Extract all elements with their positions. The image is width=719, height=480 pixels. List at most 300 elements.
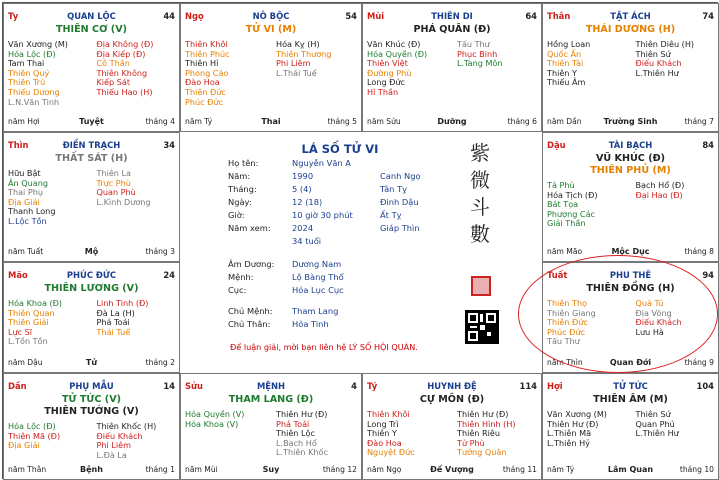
minor-stars-right [97, 40, 154, 98]
footer-phase: Suy [262, 465, 280, 474]
horoscope-chart [2, 2, 718, 479]
minor-star: Thiên Khôi [185, 39, 228, 49]
palace-header [8, 269, 175, 281]
minor-star: L.Lộc Tồn [8, 215, 47, 226]
minor-star: Thiên Khôi [367, 409, 410, 419]
minor-star: Tử Phù [457, 437, 485, 448]
minor-star: Long Trì [367, 418, 399, 429]
palace-name: QUAN LỘC [67, 11, 116, 21]
earthly-branch: Sửu [185, 381, 203, 391]
main-stars [545, 153, 716, 177]
palace-cell-thin[interactable] [3, 132, 180, 262]
minor-star: Thiên Sứ [635, 409, 671, 419]
palace-header [547, 380, 714, 392]
info-value: 10 giờ 30 phút [292, 210, 353, 220]
palace-name: TÀI BẠCH [608, 140, 653, 150]
minor-star: Phúc Đức [185, 96, 224, 107]
minor-star: Hóa Quyền (V) [185, 409, 245, 419]
minor-star: Thiên Khốc (H) [96, 421, 157, 431]
footer-year: năm Thân [8, 465, 47, 474]
palace-footer [8, 357, 175, 368]
palace-name: PHU THÊ [609, 270, 652, 280]
info-value: 34 tuổi [292, 236, 322, 246]
minor-star: Thiên Sứ [635, 48, 671, 59]
footer-month: tháng 5 [327, 117, 357, 126]
minor-star: Địa Giải [8, 196, 40, 207]
minor-star: Thiên Y [547, 67, 577, 78]
palace-header [547, 10, 714, 22]
footer-phase: Tuyệt [79, 117, 104, 126]
minor-star: Hóa Quyền (Đ) [367, 48, 428, 59]
palace-cell-tuat[interactable] [542, 262, 719, 373]
info-value: Dương Nam [292, 259, 342, 269]
minor-star: Hóa Khoa (Đ) [8, 298, 63, 308]
footer-year: năm Ngọ [367, 465, 402, 474]
info-label: Năm xem: [228, 223, 271, 233]
info-label: Âm Dương: [228, 259, 275, 269]
palace-cell-ngo[interactable] [180, 3, 362, 132]
minor-star: Hóa Tịch (Đ) [547, 189, 598, 200]
age-number: 54 [345, 11, 357, 21]
footer-month: tháng 4 [145, 117, 175, 126]
info-label: Năm: [228, 171, 251, 181]
minor-stars-right [636, 299, 682, 337]
main-star: TỬ TỨC (V) [61, 394, 122, 405]
minor-stars-left [8, 299, 62, 347]
palace-footer [185, 116, 357, 127]
minor-stars-right [276, 410, 328, 458]
palace-cell-mui[interactable] [362, 3, 542, 132]
palace-name: HUYNH ĐỆ [427, 381, 477, 391]
minor-stars-left [547, 299, 596, 347]
minor-star: Thiên Hư (Đ) [547, 418, 599, 429]
seal-text [466, 140, 494, 248]
info-value: Nguyễn Văn A [292, 158, 351, 168]
minor-star: Thiên Đức [547, 317, 588, 328]
minor-stars-left [547, 410, 607, 448]
palace-footer [547, 464, 714, 475]
minor-stars-right [636, 181, 685, 200]
info-label: Chủ Mệnh: [228, 306, 273, 316]
main-stars [6, 283, 177, 295]
age-number: 94 [702, 270, 714, 280]
palace-footer [547, 116, 714, 127]
palace-footer [185, 464, 357, 475]
footer-month: tháng 1 [145, 465, 175, 474]
minor-star: Phá Toái [276, 418, 310, 429]
minor-star: Thiên Việt [367, 58, 408, 69]
minor-star: Hữu Bật [8, 168, 41, 178]
minor-stars-left [547, 181, 598, 229]
palace-header [367, 10, 537, 22]
palace-cell-dau[interactable] [542, 132, 719, 262]
palace-header [8, 139, 175, 151]
palace-cell-suu[interactable] [180, 373, 362, 480]
minor-stars-left [8, 169, 55, 227]
minor-star: Hóa Kỵ (H) [276, 39, 320, 49]
palace-name: TẬT ÁCH [610, 11, 651, 21]
seal-char: 數 [470, 222, 490, 246]
main-star: THẤT SÁT (H) [55, 153, 128, 164]
minor-star: Long Đức [367, 77, 406, 88]
seal-char: 斗 [470, 195, 490, 219]
qr-code[interactable] [465, 310, 499, 344]
minor-stars-right [276, 40, 331, 78]
minor-star: L.Thiên Hỷ [547, 437, 590, 448]
age-number: 84 [702, 140, 714, 150]
minor-star: Thiên Lộc [276, 428, 315, 439]
minor-stars-left [185, 40, 230, 107]
minor-star: Thiên Trù [8, 77, 46, 88]
minor-star: Phi Liêm [276, 58, 311, 69]
minor-star: Thiên Thọ [547, 298, 588, 308]
minor-star: Văn Xương (M) [547, 409, 607, 419]
footer-year: năm Tuất [8, 247, 44, 256]
minor-star: Phúc Đức [547, 326, 586, 337]
minor-star: Thiên Mã (Đ) [8, 430, 61, 441]
info-value: 2024 [292, 223, 314, 233]
minor-star: Điếu Khách [635, 58, 682, 69]
minor-star: Thiên Quan [8, 307, 55, 318]
info-label: Cục: [228, 285, 247, 295]
main-star: CỰ MÔN (Đ) [419, 394, 485, 405]
minor-star: Địa Giải [8, 440, 40, 451]
age-number: 64 [525, 11, 537, 21]
earthly-branch: Thân [547, 11, 571, 21]
minor-star: Phục Binh [457, 48, 498, 59]
earthly-branch: Thìn [8, 140, 29, 150]
minor-star: L.Tang Môn [457, 58, 503, 69]
palace-cell-ty2[interactable] [362, 373, 542, 480]
footer-month: tháng 6 [507, 117, 537, 126]
seal-char: 紫 [470, 141, 490, 165]
contact-note[interactable]: Để luận giải, mời bạn liên hệ LÝ SỐ HỘI QUÁN. [230, 342, 418, 352]
minor-star: Địa Kiếp (Đ) [96, 48, 146, 59]
minor-star: L.N.Văn Tinh [8, 96, 60, 107]
main-star: THÁI DƯƠNG (H) [585, 24, 676, 35]
minor-star: Tấu Thư [547, 336, 580, 347]
info-extra: Ất Tỵ [380, 210, 402, 220]
chart-title: LÁ SỐ TỬ VI [301, 142, 379, 156]
info-value: Tham Lang [292, 306, 339, 316]
minor-star: Lực Sĩ [8, 326, 33, 337]
minor-stars-right [97, 169, 151, 207]
age-number: 14 [163, 381, 175, 391]
footer-year: năm Mùi [185, 465, 218, 474]
palace-name: NÔ BỘC [252, 11, 290, 21]
palace-name: THIÊN DI [431, 11, 473, 21]
minor-star: Thái Tuế [96, 326, 131, 337]
main-stars [6, 24, 177, 36]
minor-star: Quốc Ấn [547, 48, 582, 59]
minor-star: Quả Tú [635, 298, 664, 308]
minor-star: Địa Võng [635, 307, 672, 318]
main-star: VŨ KHÚC (Đ) [596, 153, 665, 164]
minor-star: Tam Thai [8, 58, 45, 69]
footer-month: tháng 12 [322, 465, 357, 474]
info-label: Tháng: [228, 184, 257, 194]
age-number: 44 [163, 11, 175, 21]
age-number: 74 [702, 11, 714, 21]
minor-star: Đào Hoa [185, 77, 220, 88]
info-value: Hỏa Lục Cục [292, 285, 344, 295]
minor-star: Thiếu Âm [547, 77, 586, 88]
minor-star: Đà La (H) [96, 307, 135, 318]
footer-month: tháng 3 [145, 247, 175, 256]
minor-star: L.Bạch Hổ [276, 437, 317, 448]
palace-footer [547, 246, 714, 257]
minor-star: Thiên Hư (Đ) [276, 409, 328, 419]
palace-cell-dan[interactable] [3, 373, 180, 480]
info-value: 1990 [292, 171, 314, 181]
minor-star: Điếu Khách [96, 430, 143, 441]
footer-year: năm Tý [185, 117, 213, 126]
footer-year: năm Dậu [8, 358, 43, 367]
palace-header [8, 10, 175, 22]
info-value: 5 (4) [292, 184, 312, 194]
minor-star: Thiên Đức [185, 86, 226, 97]
main-star: THIÊN ĐỒNG (H) [586, 283, 675, 294]
footer-phase: Bệnh [80, 465, 103, 474]
minor-star: Đường Phù [367, 67, 412, 78]
minor-star: Địa Không (Đ) [96, 39, 154, 49]
minor-star: Tả Phù [547, 180, 575, 190]
minor-star: Hóa Lộc (Đ) [8, 48, 56, 59]
minor-star: Văn Xương (M) [8, 39, 68, 49]
minor-star: Thiếu Dương [8, 86, 60, 97]
palace-footer [8, 116, 175, 127]
earthly-branch: Tý [367, 381, 378, 391]
footer-month: tháng 2 [145, 358, 175, 367]
age-number: 4 [351, 381, 357, 391]
minor-stars-right [636, 40, 695, 78]
minor-star: Hỉ Thần [367, 86, 399, 97]
footer-year: năm Sửu [367, 117, 401, 126]
palace-footer [8, 464, 175, 475]
palace-name: PHỤ MẪU [69, 381, 114, 391]
info-label: Chủ Thân: [228, 319, 271, 329]
age-number: 24 [163, 270, 175, 280]
minor-star: Thiên Riêu [457, 428, 500, 439]
earthly-branch: Ngọ [185, 11, 204, 21]
minor-star: L.Thiên Khốc [276, 447, 328, 458]
palace-name: PHÚC ĐỨC [66, 270, 117, 280]
age-number: 104 [696, 381, 714, 391]
minor-star: Phá Toái [96, 317, 130, 328]
main-stars [545, 283, 716, 295]
main-star: THAM LANG (Đ) [228, 394, 314, 405]
main-star: THIÊN PHỦ (M) [590, 165, 671, 176]
minor-star: L.Đà La [96, 449, 127, 460]
info-extra: Tân Tỵ [380, 184, 408, 194]
minor-star: L.Thái Tuế [276, 67, 317, 78]
footer-month: tháng 7 [684, 117, 714, 126]
footer-year: năm Tý [547, 465, 575, 474]
minor-star: Thiên Hư (Đ) [457, 409, 509, 419]
minor-star: Văn Khúc (Đ) [367, 39, 421, 49]
footer-month: tháng 10 [679, 465, 714, 474]
footer-phase: Thai [261, 117, 281, 126]
earthly-branch: Tuất [547, 270, 568, 280]
main-star: TỬ VI (M) [245, 24, 297, 35]
minor-stars-left [547, 40, 590, 88]
minor-star: L.Thiên Mã [547, 428, 592, 439]
earthly-branch: Hợi [547, 381, 563, 391]
footer-phase: Lâm Quan [607, 465, 654, 474]
palace-header [547, 139, 714, 151]
minor-star: L.Thiên Hư [635, 67, 679, 78]
minor-star: Ân Quang [8, 177, 48, 188]
minor-star: Thiên Giang [547, 307, 596, 318]
palace-header [547, 269, 714, 281]
footer-phase: Đế Vượng [430, 465, 474, 474]
footer-phase: Dưỡng [437, 117, 467, 126]
minor-stars-right [636, 410, 679, 439]
minor-star: Hồng Loan [547, 39, 591, 49]
minor-stars-left [367, 410, 415, 458]
palace-name: ĐIỀN TRẠCH [62, 140, 121, 150]
footer-year: năm Dần [547, 117, 582, 126]
minor-star: Thiên La [96, 168, 131, 178]
minor-star: Thiên Diêu (H) [635, 39, 695, 49]
minor-star: Điếu Khách [635, 317, 682, 328]
age-number: 34 [163, 140, 175, 150]
minor-star: Thiếu Hao (H) [96, 86, 153, 97]
earthly-branch: Dậu [547, 140, 566, 150]
minor-star: Linh Tinh (Đ) [96, 298, 149, 308]
info-label: Giờ: [228, 210, 245, 220]
minor-star: Thiên Quý [8, 67, 50, 78]
minor-star: Kiếp Sát [96, 77, 131, 88]
footer-phase: Tử [85, 358, 98, 367]
main-star: THIÊN ÂM (M) [593, 394, 668, 405]
minor-star: Cô Thần [96, 58, 130, 69]
minor-star: Quan Phù [96, 187, 136, 198]
main-stars [6, 153, 177, 165]
palace-header [185, 380, 357, 392]
minor-star: Giải Thần [547, 218, 586, 229]
palace-header [367, 380, 537, 392]
info-extra: Canh Ngọ [380, 171, 421, 181]
palace-header [185, 10, 357, 22]
main-star: THIÊN TƯỚNG (V) [44, 406, 139, 417]
minor-stars-left [8, 422, 60, 451]
main-stars [545, 24, 716, 36]
info-extra: Giáp Thìn [380, 223, 420, 233]
minor-star: Thanh Long [8, 206, 56, 217]
main-stars [365, 24, 539, 36]
minor-star: Nguyệt Đức [367, 447, 415, 458]
info-value: 12 (18) [292, 197, 323, 207]
main-stars [545, 394, 716, 406]
palace-name: TỬ TỨC [613, 381, 648, 391]
main-stars [6, 394, 177, 418]
minor-star: Trực Phù [96, 177, 131, 188]
minor-star: Thiên Y [367, 428, 397, 439]
minor-star: Thiên Tài [547, 58, 584, 69]
main-star: THIÊN CƠ (V) [55, 24, 128, 35]
footer-phase: Mộc Dục [611, 247, 650, 256]
minor-star: L.Tồn Tồn [8, 336, 48, 347]
info-label: Ngày: [228, 197, 252, 207]
minor-star: Thiên Phúc [185, 48, 230, 59]
footer-year: năm Thìn [547, 358, 583, 367]
palace-name: MỆNH [256, 381, 286, 391]
minor-star: Thiên Hỉ [185, 58, 219, 69]
palace-cell-than[interactable] [542, 3, 719, 132]
palace-footer [367, 116, 537, 127]
earthly-branch: Mùi [367, 11, 385, 21]
minor-stars-right [457, 40, 503, 69]
minor-star: L.Kình Dương [96, 196, 151, 207]
minor-star: Hóa Khoa (V) [185, 418, 239, 429]
info-value: Hỏa Tinh [292, 319, 329, 329]
footer-month: tháng 11 [502, 465, 537, 474]
minor-stars-left [8, 40, 68, 107]
info-label: Họ tên: [228, 158, 259, 168]
minor-star: Thiên Giải [8, 317, 49, 328]
info-value: Lộ Bàng Thổ [292, 272, 344, 282]
footer-year: năm Hợi [8, 117, 40, 126]
red-stamp [471, 276, 491, 296]
minor-star: Đại Hao (Đ) [635, 189, 683, 200]
footer-month: tháng 8 [684, 247, 714, 256]
main-stars [183, 24, 359, 36]
minor-star: L.Thiên Hư [635, 428, 679, 439]
info-label: Mệnh: [228, 272, 254, 282]
footer-phase: Trường Sinh [603, 117, 658, 126]
minor-star: Phong Cáo [185, 67, 229, 78]
footer-year: năm Mão [547, 247, 583, 256]
minor-star: Bát Tọa [547, 199, 579, 210]
minor-star: Thiên Thương [276, 48, 332, 59]
minor-star: Phượng Các [547, 208, 595, 219]
palace-footer [367, 464, 537, 475]
minor-star: Đào Hoa [367, 437, 402, 448]
palace-cell-ty[interactable] [3, 3, 180, 132]
minor-star: Phi Liêm [96, 440, 131, 451]
center-panel [180, 134, 542, 359]
minor-star: Lưu Hà [635, 326, 664, 337]
earthly-branch: Dần [8, 381, 27, 391]
minor-star: Quan Phủ [635, 418, 675, 429]
minor-stars-right [97, 299, 149, 337]
palace-cell-hoi[interactable] [542, 373, 719, 480]
info-extra: Đinh Dậu [380, 197, 419, 207]
age-number: 114 [519, 381, 537, 391]
palace-cell-mao[interactable] [3, 262, 180, 373]
minor-star: Thai Phụ [8, 187, 43, 198]
palace-footer [547, 357, 714, 368]
main-stars [183, 394, 359, 406]
footer-phase: Quan Đới [609, 358, 652, 367]
minor-stars-left [367, 40, 427, 98]
footer-month: tháng 9 [684, 358, 714, 367]
minor-star: Tấu Thư [457, 39, 490, 49]
palace-footer [8, 246, 175, 257]
main-star: PHÁ QUÂN (Đ) [413, 24, 491, 35]
seal-char: 微 [470, 168, 490, 192]
minor-stars-right [97, 422, 157, 460]
footer-phase: Mộ [84, 247, 99, 256]
minor-star: Bạch Hổ (Đ) [635, 180, 685, 190]
minor-star: Hóa Lộc (Đ) [8, 421, 56, 431]
minor-star: Thiên Không [96, 67, 148, 78]
minor-stars-left [185, 410, 244, 429]
minor-stars-right [457, 410, 516, 458]
earthly-branch: Mão [8, 270, 28, 280]
main-star: THIÊN LƯƠNG (V) [44, 283, 139, 294]
